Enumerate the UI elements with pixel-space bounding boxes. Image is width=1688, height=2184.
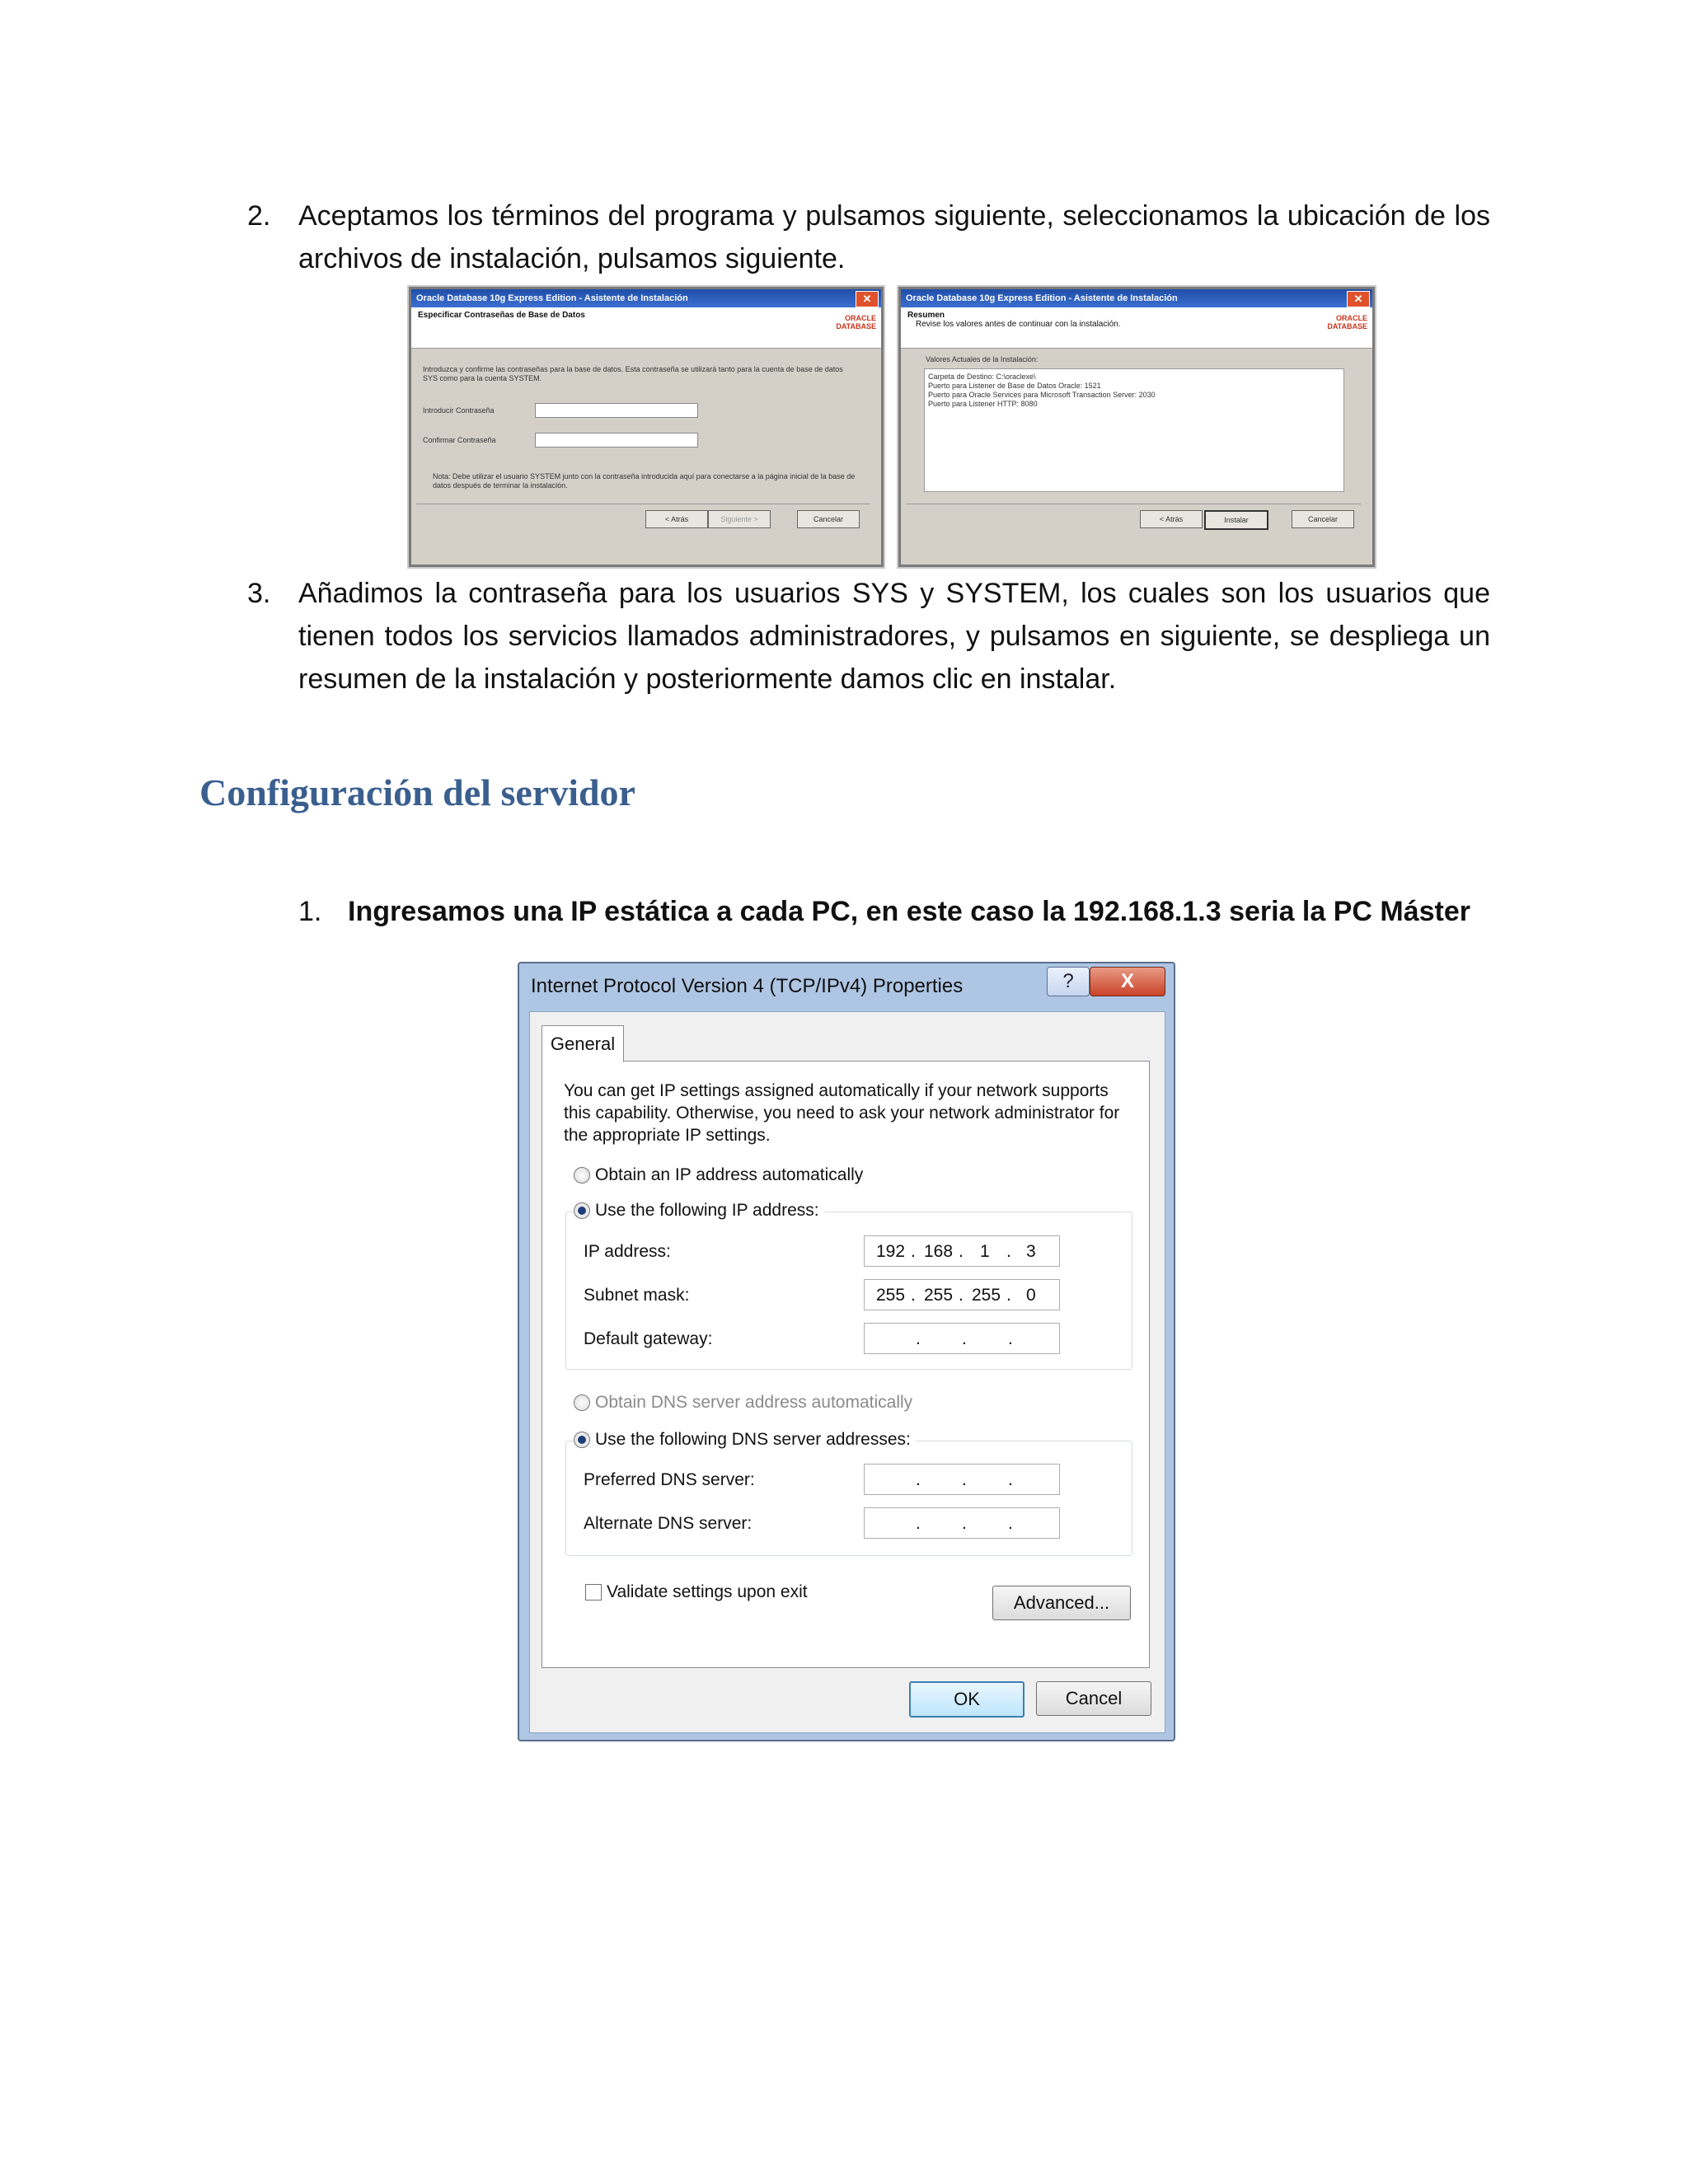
octet-dot: . <box>962 1514 967 1533</box>
wizard-header-title: Especificar Contraseñas de Base de Datos <box>418 311 585 320</box>
octet: 192 <box>876 1242 906 1261</box>
window-title: Oracle Database 10g Express Edition - Asistente de Instalación <box>416 293 688 303</box>
ip-address-label: IP address: <box>584 1242 671 1261</box>
wizard-header <box>411 307 881 349</box>
close-icon[interactable]: ✕ <box>1347 291 1370 307</box>
tab-general[interactable]: General <box>542 1025 624 1062</box>
password-field[interactable] <box>535 403 698 418</box>
confirm-field[interactable] <box>535 433 698 448</box>
settings-line: Puerto para Listener de Base de Datos Oracle: 1521 <box>928 382 1101 390</box>
list-number: 3. <box>247 578 271 609</box>
settings-line: Carpeta de Destino: C:\oraclexe\ <box>928 373 1036 381</box>
radio-label: Use the following DNS server addresses: <box>595 1430 911 1449</box>
octet-dot: . <box>959 1242 964 1261</box>
subnet-mask-field[interactable] <box>864 1279 1060 1310</box>
use-dns-radio[interactable] <box>574 1430 916 1450</box>
list-number: 2. <box>247 200 271 232</box>
list-text: Ingresamos una IP estática a cada PC, en este caso la 192.168.1.3 seria la PC Máster <box>348 896 1471 927</box>
tcpip-properties-dialog <box>518 962 1175 1741</box>
octet: 255 <box>876 1286 906 1305</box>
alternate-dns-label: Alternate DNS server: <box>584 1514 753 1533</box>
oracle-summary-window <box>898 287 1375 567</box>
default-gateway-field[interactable] <box>864 1323 1060 1354</box>
radio-icon <box>574 1394 590 1411</box>
settings-line: Puerto para Oracle Services para Microsoft Transaction Server: 2030 <box>928 391 1156 399</box>
oracle-logo: ORACLE DATABASE <box>1327 314 1367 330</box>
back-button[interactable]: < Atrás <box>1140 510 1203 528</box>
dialog-title: Internet Protocol Version 4 (TCP/IPv4) Properties <box>531 975 964 997</box>
password-label: Introducir Contraseña <box>423 406 495 415</box>
wizard-note: Nota: Debe utilizar el usuario SYSTEM junto con la contraseña introducida aquí para conectarse a la página inicial de la base de datos después de terminar la instalación. <box>433 472 856 490</box>
obtain-dns-radio[interactable] <box>574 1393 912 1413</box>
radio-icon <box>574 1432 590 1448</box>
dns-group <box>565 1441 1132 1556</box>
radio-label: Obtain an IP address automatically <box>595 1165 864 1184</box>
radio-label: Obtain DNS server address automatically <box>595 1393 913 1412</box>
validate-checkbox[interactable] <box>585 1582 808 1602</box>
octet-dot: . <box>1008 1329 1013 1348</box>
help-button[interactable]: ? <box>1047 967 1090 996</box>
list-text: Añadimos la contraseña para los usuarios SYS y SYSTEM, los cuales son los usuarios que tienen todos los servicios llamados administradores, y pulsamos en siguiente, se despliega un resumen de la instalación y posteriormente damos clic en instalar. <box>298 578 1490 695</box>
settings-line: Puerto para Listener HTTP: 8080 <box>928 400 1038 408</box>
radio-icon <box>574 1202 590 1219</box>
octet: 1 <box>980 1242 990 1261</box>
preferred-dns-field[interactable] <box>864 1464 1060 1495</box>
cancel-button[interactable]: Cancel <box>1036 1681 1151 1716</box>
section-heading: Configuración del servidor <box>199 771 635 813</box>
octet-dot: . <box>1006 1242 1011 1261</box>
window-titlebar <box>411 289 881 307</box>
ok-button[interactable]: OK <box>909 1681 1025 1718</box>
octet-dot: . <box>911 1286 916 1305</box>
close-icon[interactable]: ✕ <box>856 291 879 307</box>
checkbox-icon <box>585 1584 602 1601</box>
cancel-button[interactable]: Cancelar <box>1292 510 1354 528</box>
octet-dot: . <box>1008 1470 1013 1489</box>
octet: 255 <box>972 1286 1001 1305</box>
octet: 0 <box>1026 1286 1036 1305</box>
octet: 168 <box>924 1242 954 1261</box>
octet-dot: . <box>1006 1286 1011 1305</box>
wizard-header <box>901 307 1372 349</box>
list-text-line2: archivos de instalación, pulsamos siguiente. <box>298 243 846 274</box>
octet-dot: . <box>916 1514 921 1533</box>
octet-dot: . <box>959 1286 964 1305</box>
oracle-logo: ORACLE DATABASE <box>836 314 876 330</box>
confirm-label: Confirmar Contraseña <box>423 436 496 444</box>
octet-dot: . <box>916 1329 921 1348</box>
list-number: 1. <box>298 896 322 927</box>
settings-box <box>924 368 1344 492</box>
preferred-dns-label: Preferred DNS server: <box>584 1470 755 1489</box>
oracle-password-window <box>409 287 884 567</box>
default-gateway-label: Default gateway: <box>584 1329 713 1348</box>
wizard-header-title: Resumen <box>907 311 945 320</box>
checkbox-label: Validate settings upon exit <box>607 1582 808 1601</box>
next-button[interactable]: Siguiente > <box>708 510 771 528</box>
radio-label: Use the following IP address: <box>595 1201 819 1220</box>
ip-address-field[interactable] <box>864 1235 1060 1267</box>
close-button[interactable]: X <box>1090 967 1165 996</box>
install-button[interactable]: Instalar <box>1204 510 1268 530</box>
window-titlebar <box>901 289 1372 307</box>
general-panel <box>542 1061 1150 1668</box>
octet-dot: . <box>911 1242 916 1261</box>
octet-dot: . <box>916 1470 921 1489</box>
use-ip-radio[interactable] <box>574 1201 824 1221</box>
list-text-line1: Aceptamos los términos del programa y pulsamos siguiente, seleccionamos la ubicación de los <box>298 200 1490 232</box>
radio-icon <box>574 1167 590 1183</box>
obtain-ip-radio[interactable] <box>574 1165 863 1185</box>
wizard-subheader: Revise los valores antes de continuar con la instalación. <box>916 320 1121 329</box>
octet: 3 <box>1026 1242 1036 1261</box>
subnet-mask-label: Subnet mask: <box>584 1286 690 1305</box>
octet-dot: . <box>962 1329 967 1348</box>
settings-label: Valores Actuales de la Instalación: <box>926 355 1039 363</box>
cancel-button[interactable]: Cancelar <box>797 510 860 528</box>
dialog-client <box>529 1011 1165 1733</box>
octet-dot: . <box>1008 1514 1013 1533</box>
window-title: Oracle Database 10g Express Edition - Asistente de Instalación <box>906 293 1178 303</box>
alternate-dns-field[interactable] <box>864 1507 1060 1539</box>
dialog-description: You can get IP settings assigned automatically if your network supports this capability. Otherwise, you need to ask your network administrator for the appropriate IP settings. <box>564 1081 1120 1145</box>
advanced-button[interactable]: Advanced... <box>992 1586 1131 1620</box>
wizard-intro: Introduzca y confirme las contraseñas para la base de datos. Esta contraseña se utilizará tanto para la cuenta de base de datos SYS como para la cuenta SYSTEM. <box>423 365 843 382</box>
octet-dot: . <box>962 1470 967 1489</box>
octet: 255 <box>924 1286 954 1305</box>
back-button[interactable]: < Atrás <box>645 510 708 528</box>
